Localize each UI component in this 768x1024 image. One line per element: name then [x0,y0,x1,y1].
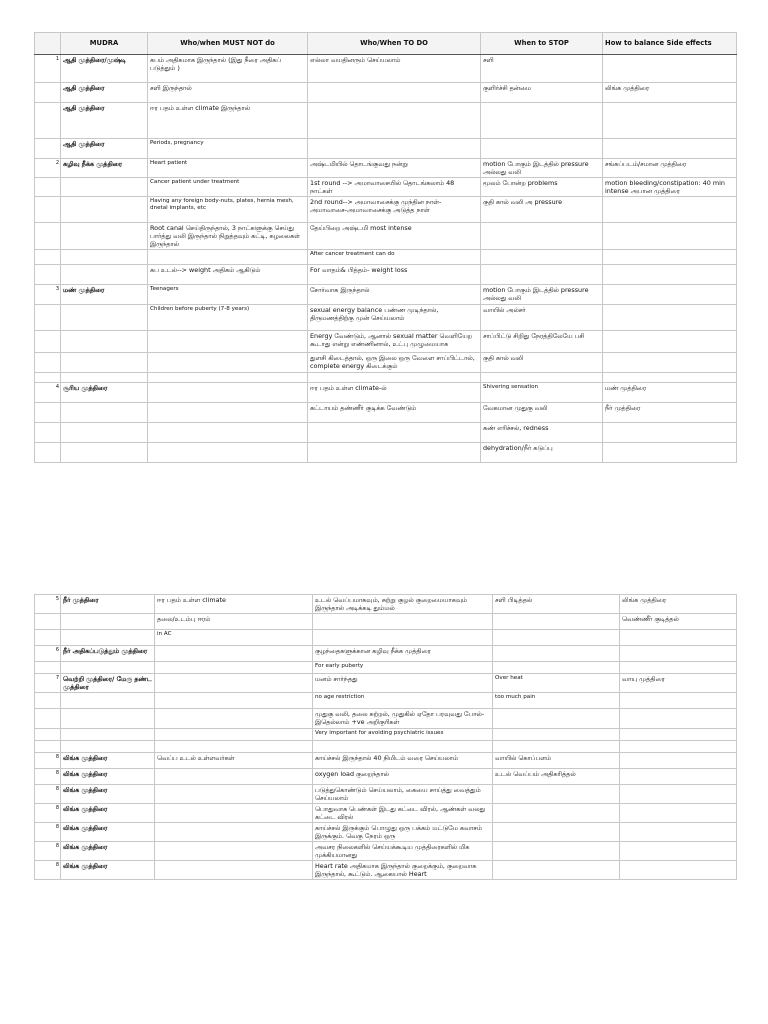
cell-stop: வாயில் கொப்பளம் [493,753,620,769]
table-row [35,646,737,662]
header-to-do: Who/When TO DO [308,33,481,55]
table-row [35,223,737,250]
table-row [35,674,737,693]
cell-todo: காய்ச்சல் இருக்கும் பொழுது ஒரு பக்கம் மட்டுமே கவாசம் இருக்கும். வெகு நேரம் ஒரு [313,823,493,842]
cell-stop: குளிர்ச்சி தன்மை [481,83,603,103]
cell-not [148,443,308,463]
table-row [35,614,737,630]
cell-stop: உடல் வெப்பம் அதிகரித்தல் [493,769,620,785]
cell-bal [603,139,737,159]
cell-bal [620,785,737,804]
cell-mudra: நீர் அதிகப்படுத்தும் முத்திரை [61,646,155,662]
cell-todo: For early puberty [313,662,493,674]
cell-num: 3 [35,285,61,305]
table-row [35,83,737,103]
header-stop: When to STOP [481,33,603,55]
cell-todo: அவசர நிலைகளில் செய்யக்கூடிய முத்திரைகளில் மிக முக்கியமானது [313,842,493,861]
cell-not: Root canal செய்திருந்தால், 3 நாட்களுக்கு செய்து பார்த்து வலி இருந்தால் நிறுத்தவும் கட்டி, கழலைகள் இருந்தால் [148,223,308,250]
cell-stop [493,729,620,741]
cell-stop [481,265,603,285]
cell-num [35,103,61,139]
cell-bal: லிங்க முத்திரை [620,595,737,614]
cell-not: Children before puberty (7-8 years) [148,305,308,331]
cell-num: 8 [35,753,61,769]
cell-stop: Over heat [493,674,620,693]
cell-num [35,331,61,353]
cell-not [155,729,313,741]
cell-mudra [61,403,148,423]
cell-not [155,674,313,693]
cell-stop [481,373,603,383]
cell-not [148,383,308,403]
cell-todo [308,373,481,383]
cell-todo [308,443,481,463]
table-row [35,103,737,139]
cell-not: Teenagers [148,285,308,305]
cell-not [155,646,313,662]
cell-mudra [61,709,155,729]
cell-mudra [61,331,148,353]
cell-todo: Very important for avoiding psychiatric issues [313,729,493,741]
cell-bal [620,842,737,861]
table-row [35,403,737,423]
cell-not [155,823,313,842]
cell-stop: வாயில் அல்சர் [481,305,603,331]
cell-todo: 1st round --> அமாவாசையில் தொடங்கலாம் 48 நாட்கள் [308,178,481,197]
cell-stop [493,842,620,861]
cell-mudra: கழிவு நீக்க முத்திரை [61,159,148,178]
cell-bal: வெண்ணீர் குடித்தல் [620,614,737,630]
cell-bal [620,646,737,662]
cell-stop: வேகமான முதுகு வலி [481,403,603,423]
cell-bal [620,693,737,709]
cell-num: 1 [35,55,61,83]
cell-todo [308,139,481,159]
cell-bal [603,223,737,250]
table-row [35,693,737,709]
header-must-not: Who/when MUST NOT do [148,33,308,55]
cell-todo: முதுகு வலி, தலை சுற்றல், முதுகில் ஏதோ பரவுவது போல்- இதெல்லாம் +ve அறிகுரிகள் [313,709,493,729]
cell-todo: சோர்வாக இருந்தால் [308,285,481,305]
cell-not [155,709,313,729]
cell-not [148,353,308,373]
cell-stop [493,662,620,674]
table-row [35,265,737,285]
cell-bal [620,741,737,753]
cell-bal [603,443,737,463]
cell-todo: காய்ச்சல் இருந்தால் 40 நிமிடம் வரை செய்யலாம் [313,753,493,769]
cell-not [148,403,308,423]
cell-todo: பொதுவாக பெண்கள் இடது கட்டை விரல், ஆண்கள் வலது கட்டை விரல் [313,804,493,823]
cell-bal: வாயு முத்திரை [620,674,737,693]
cell-not: Cancer patient under treatment [148,178,308,197]
table-row [35,729,737,741]
cell-not [148,423,308,443]
cell-todo: குழந்தைகளுக்கான கழிவு நீக்க முத்திரை [313,646,493,662]
cell-stop [493,646,620,662]
cell-stop: too much pain [493,693,620,709]
cell-mudra [61,250,148,265]
cell-mudra [61,630,155,646]
table-row [35,785,737,804]
cell-num: 7 [35,674,61,693]
cell-not [155,741,313,753]
cell-not: தலை/உடம்பு ஈரம் [155,614,313,630]
cell-mudra: ஆதி முத்திரை [61,103,148,139]
cell-mudra: லிங்க முத்திரை [61,861,155,880]
cell-num: 8 [35,842,61,861]
cell-num [35,403,61,423]
cell-mudra [61,693,155,709]
header-balance: How to balance Side effects [603,33,737,55]
cell-stop: கண் எரிச்சல், redness [481,423,603,443]
cell-stop: சளி பிடித்தல் [493,595,620,614]
cell-todo: துளசி கிடைத்தால், ஒரு இலை ஒரு வேளை சாப்பிட்டால், complete energy கிடைக்கும் [308,353,481,373]
cell-stop: dehydration/நீர் கடுப்பு [481,443,603,463]
cell-not: Periods, pregnancy [148,139,308,159]
cell-mudra [61,443,148,463]
cell-bal [603,331,737,353]
table-row [35,197,737,223]
table-row [35,804,737,823]
cell-bal: சங்கப்படம்/சமான முத்திரை [603,159,737,178]
cell-num: 6 [35,646,61,662]
cell-mudra [61,373,148,383]
cell-not [155,785,313,804]
table-row [35,305,737,331]
cell-mudra [61,223,148,250]
cell-mudra: லிங்க முத்திரை [61,769,155,785]
header-num [35,33,61,55]
cell-bal [603,55,737,83]
table-row [35,159,737,178]
cell-num: 5 [35,595,61,614]
cell-not [155,804,313,823]
cell-not [155,861,313,880]
cell-todo: படுத்துகொண்டும் செய்யலாம், கையை சாய்த்து வைத்தும் செய்யலாம் [313,785,493,804]
cell-num [35,139,61,159]
cell-stop: மூலம் போன்ற problems [481,178,603,197]
cell-not: ஈர பதம் உள்ள climate [155,595,313,614]
cell-todo: 2nd round--> அமாவாசைக்கு முந்தின நாள்- அமாவாசை-அமாவாசைக்கு அடுத்த நாள் [308,197,481,223]
cell-stop [481,139,603,159]
cell-todo [308,83,481,103]
cell-bal [603,423,737,443]
cell-mudra: ஆதி முத்திரை/முஷ்டி [61,55,148,83]
cell-not: Heart patient [148,159,308,178]
cell-mudra [61,353,148,373]
cell-stop: சளி [481,55,603,83]
table-row [35,823,737,842]
cell-num [35,614,61,630]
cell-num: 8 [35,823,61,842]
table-row [35,842,737,861]
cell-stop [481,223,603,250]
cell-bal: மண் முத்திரை [603,383,737,403]
cell-todo: மனம் சார்ந்தது [313,674,493,693]
cell-num [35,353,61,373]
cell-mudra: சூரிய முத்திரை [61,383,148,403]
table-row [35,373,737,383]
table-row [35,443,737,463]
table-row [35,741,737,753]
cell-num [35,305,61,331]
cell-num [35,741,61,753]
cell-num: 2 [35,159,61,178]
cell-stop [493,785,620,804]
cell-num: 8 [35,804,61,823]
table-row [35,383,737,403]
cell-bal [603,285,737,305]
cell-mudra: லிங்க முத்திரை [61,842,155,861]
cell-not: கபம் அதிகமாக இருந்தால் (இது நீரை அதிகப் படுத்தும் ) [148,55,308,83]
cell-mudra [61,729,155,741]
cell-todo [313,741,493,753]
cell-not [155,693,313,709]
table-row [35,285,737,305]
cell-not: வெப்ப உடல் உள்ளவர்கள் [155,753,313,769]
cell-mudra: ஆதி முத்திரை [61,83,148,103]
cell-bal [620,823,737,842]
cell-stop [481,250,603,265]
cell-bal: motion bleeding/constipation: 40 min intense அபான முத்திரை [603,178,737,197]
cell-not [155,662,313,674]
cell-stop [493,741,620,753]
cell-mudra [61,423,148,443]
cell-num [35,223,61,250]
table-row [35,178,737,197]
cell-todo: Heart rate அதிகமாக இருந்தால் குறைக்கும், குறைவாக இருந்தால், கூட்டும். ஆகையால் Heart [313,861,493,880]
cell-num [35,423,61,443]
cell-todo: அஷ்டமியில் தொடங்குவது நன்று [308,159,481,178]
header-row [35,33,737,55]
cell-not [148,373,308,383]
cell-mudra: ஆதி முத்திரை [61,139,148,159]
cell-todo: oxygen load குறைந்தால் [313,769,493,785]
cell-bal [603,265,737,285]
cell-bal [603,353,737,373]
cell-bal [603,103,737,139]
cell-not: in AC [155,630,313,646]
cell-stop: motion போகும் இடத்தில் pressure அல்லது வலி [481,285,603,305]
cell-num [35,83,61,103]
table-row [35,709,737,729]
cell-stop: சாப்பிட்டு சிறிது நேரத்திலேயே பசி [481,331,603,353]
cell-not: ஈர பதம் உள்ள climate இருந்தால் [148,103,308,139]
cell-num [35,630,61,646]
cell-stop: குதி கால் வலி [481,353,603,373]
cell-mudra: வெற்றி முத்திரை/ மேரு தண்ட முத்திரை [61,674,155,693]
cell-todo: sexual energy balance பண்ண முடிந்தால், திருமணத்திற்கு முன் செய்யலாம் [308,305,481,331]
cell-bal [620,630,737,646]
header-mudra: MUDRA [61,33,148,55]
cell-num [35,373,61,383]
table-row [35,861,737,880]
cell-stop [493,709,620,729]
cell-bal [620,861,737,880]
table-row [35,423,737,443]
cell-todo: no age restriction [313,693,493,709]
mudra-table-part2 [34,594,737,880]
cell-num: 8 [35,785,61,804]
cell-num [35,693,61,709]
cell-bal [603,197,737,223]
cell-num: 4 [35,383,61,403]
cell-mudra [61,197,148,223]
table-row [35,753,737,769]
cell-num [35,250,61,265]
cell-bal [620,804,737,823]
cell-mudra: லிங்க முத்திரை [61,753,155,769]
cell-stop: குதி கால் வலி அ pressure [481,197,603,223]
cell-mudra: லிங்க முத்திரை [61,785,155,804]
cell-stop [493,861,620,880]
cell-todo [308,423,481,443]
cell-stop: Shivering sensation [481,383,603,403]
table-row [35,630,737,646]
table-row [35,353,737,373]
cell-not: Having any foreign body-nuts, plates, hernia mesh, dnetal implants, etc [148,197,308,223]
cell-bal: லிங்க முத்திரை [603,83,737,103]
table-row [35,331,737,353]
cell-todo [313,630,493,646]
cell-num: 8 [35,769,61,785]
cell-mudra [61,265,148,285]
cell-bal [620,753,737,769]
cell-num [35,662,61,674]
cell-not [155,842,313,861]
cell-mudra: நீர் முத்திரை [61,595,155,614]
cell-todo: For வாதம்& பித்தம்- weight loss [308,265,481,285]
cell-stop: motion போகும் இடத்தில் pressure அல்லது வலி [481,159,603,178]
cell-mudra: லிங்க முத்திரை [61,823,155,842]
cell-stop [481,103,603,139]
cell-num [35,265,61,285]
cell-num: 8 [35,861,61,880]
mudra-table-part1 [34,32,737,463]
cell-mudra: மண் முத்திரை [61,285,148,305]
cell-num [35,709,61,729]
cell-not [148,331,308,353]
cell-todo: தேய்பிறை அஷ்டமி most intense [308,223,481,250]
cell-mudra [61,662,155,674]
cell-mudra [61,305,148,331]
cell-todo: Energy வேண்டும், ஆனால் sexual matter வெளியேற கூடாது என்று எண்ணினால், உட்பு முழுமையாக [308,331,481,353]
cell-num [35,729,61,741]
cell-num [35,178,61,197]
cell-bal [620,769,737,785]
cell-bal [603,373,737,383]
cell-stop [493,614,620,630]
cell-bal [603,305,737,331]
cell-bal [603,250,737,265]
cell-mudra [61,178,148,197]
cell-mudra: லிங்க முத்திரை [61,804,155,823]
table-row [35,662,737,674]
table-row [35,595,737,614]
cell-num [35,443,61,463]
cell-todo: கட்டாயம் தண்ணீர் குடிக்க வேண்டும் [308,403,481,423]
cell-todo: எல்லா வயதினரும் செய்யலாம் [308,55,481,83]
cell-todo: After cancer treatment can do [308,250,481,265]
cell-stop [493,630,620,646]
cell-not [148,250,308,265]
table-row [35,250,737,265]
cell-bal [620,729,737,741]
cell-not [155,769,313,785]
cell-stop [493,804,620,823]
table-row [35,55,737,83]
cell-mudra [61,741,155,753]
cell-stop [493,823,620,842]
cell-todo [308,103,481,139]
cell-bal [620,662,737,674]
cell-todo: உடல் வெப்பமாகவும், சுற்று குழல் குறைமையாகவும் இருந்தால் அடிக்கடி தும்மல் [313,595,493,614]
table-row [35,139,737,159]
cell-not: சளி இருந்தால் [148,83,308,103]
cell-not: கப உடல்--> weight அதிகம் ஆகிடும் [148,265,308,285]
cell-bal [620,709,737,729]
table-row [35,769,737,785]
cell-num [35,197,61,223]
cell-todo: ஈர பதம் உள்ள climate-ல் [308,383,481,403]
cell-bal: நீர் முத்திரை [603,403,737,423]
cell-mudra [61,614,155,630]
cell-todo [313,614,493,630]
